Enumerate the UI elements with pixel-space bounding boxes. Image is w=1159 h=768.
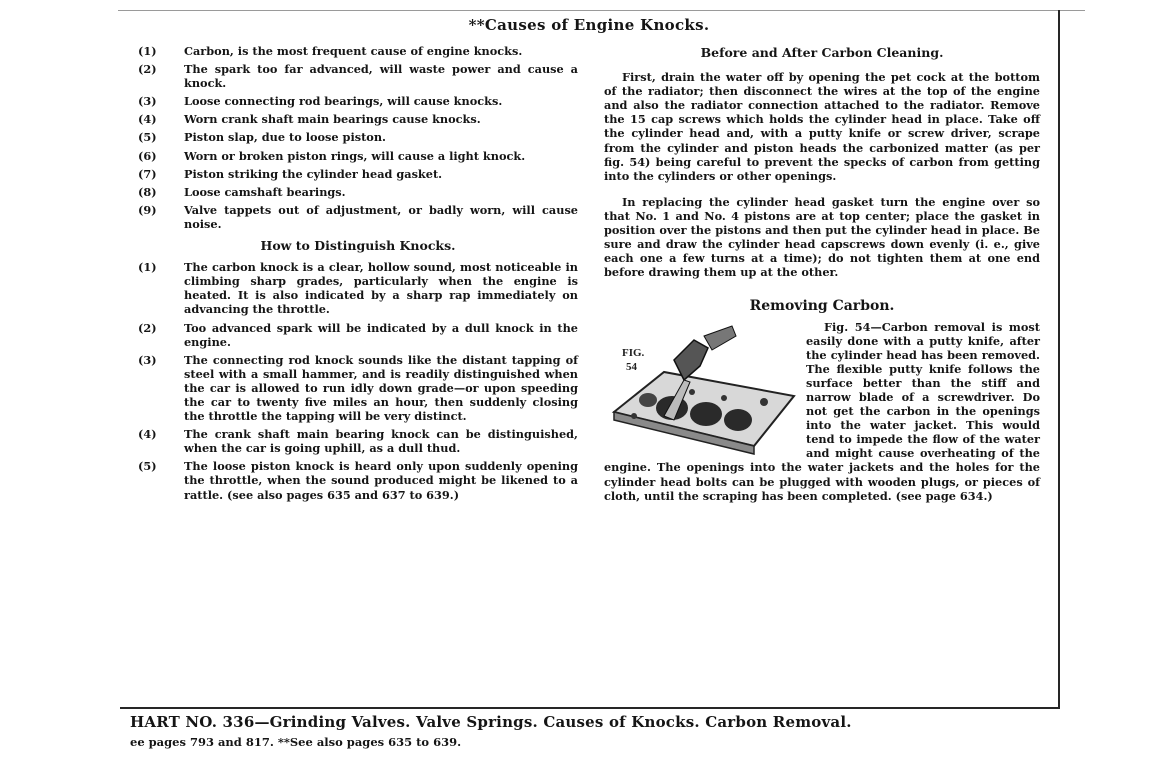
causes-list: [138, 44, 578, 231]
footer: [130, 713, 852, 749]
cleaning-paragraph-2: In replacing the cylinder head gasket turn the engine over so that No. 1 and No. 4 pistons are at top center; place the gasket in position over the pistons and then put the cylinder head in place. Be sure and draw the cylinder head capscrews down evenly (i. e., give each one a few turns at a time); do not tighten them at one end before drawing them up at the other.: [604, 194, 1040, 280]
cause-item: [138, 167, 578, 181]
cause-text: Loose camshaft bearings.: [184, 184, 346, 199]
distinguish-text: The connecting rod knock sounds like the distant tapping of steel with a small hammer, and is readily distinguished when the car is allowed to run idly down grade—or upon speeding the car to twenty five miles an hour, then suddenly closing the throttle the tapping will be very distinct.: [184, 352, 578, 424]
distinguish-item: [138, 321, 578, 349]
cause-text: Piston striking the cylinder head gasket.: [184, 166, 443, 181]
distinguish-text: The loose piston knock is heard only upon suddenly opening the throttle, when the sound produced might be likened to a rattle. (see also pages 635 and 637 to 639.): [184, 459, 578, 502]
distinguish-list: [138, 260, 578, 502]
cause-number: (1): [138, 44, 157, 58]
cause-number: (9): [138, 202, 157, 217]
cause-text: Valve tappets out of adjustment, or badly worn, will cause noise.: [184, 202, 578, 231]
cause-text: Loose connecting rod bearings, will cause knocks.: [184, 94, 503, 109]
distinguish-heading: How to Distinguish Knocks.: [260, 238, 456, 254]
cleaning-paragraph-1: First, drain the water off by opening the pet cock at the bottom of the radiator; then disconnect the wires at the top of the engine and also the radiator connection attached to the radiator. Remove the 15 cap screws which holds the cylinder head in place. Take off the cylinder head and, with a putty knife or screw driver, scrape from the cylinder and piston heads the carbonized matter (as per fig. 54) being careful to prevent the specks of carbon from getting into the cylinders or other openings.: [604, 70, 1040, 183]
cause-text: The spark too far advanced, will waste power and cause a knock.: [184, 62, 578, 91]
cause-number: (7): [138, 166, 157, 181]
cause-number: (6): [138, 148, 157, 163]
cause-item: [138, 130, 578, 144]
cause-text: Carbon, is the most frequent cause of engine knocks.: [184, 44, 523, 58]
distinguish-text: Too advanced spark will be indicated by a dull knock in the engine.: [184, 320, 578, 349]
distinguish-number: (1): [138, 260, 157, 275]
removing-carbon-heading: Removing Carbon.: [749, 298, 895, 315]
distinguish-number: (2): [138, 320, 157, 335]
cleaning-heading: Before and After Carbon Cleaning.: [700, 45, 944, 60]
figure-label: FIG. 54: [622, 346, 645, 373]
cause-number: (5): [138, 130, 157, 145]
engine-block-drawing: [614, 372, 794, 454]
cause-item: [138, 203, 578, 231]
distinguish-number: (4): [138, 427, 157, 442]
left-column: [138, 44, 578, 506]
removing-carbon-text: Fig. 54—Carbon removal is most easily done with a putty knife, after the cylinder head has been removed. The flexible putty knife follows the surface better than the stiff and narrow blade of a screwdriver. Do not get the carbon in the openings into the water jacket. This would tend to impede the flow of the water and might cause overheating of the engine. The openings into the water jackets and the holes for the cylinder head bolts can be plugged with wooden plugs, or pieces of cloth, until the scraping has been completed. (see page 634.): [604, 319, 1040, 503]
cause-text: Piston slap, due to loose piston.: [184, 130, 386, 145]
distinguish-number: (3): [138, 352, 157, 367]
cause-text: Worn crank shaft main bearings cause knocks.: [184, 112, 481, 127]
distinguish-item: [138, 260, 578, 316]
cause-number: (3): [138, 94, 157, 109]
cause-number: (8): [138, 184, 157, 199]
footer-chart-title: HART NO. 336—Grinding Valves. Valve Springs. Causes of Knocks. Carbon Removal.: [130, 713, 852, 731]
cause-item: [138, 112, 578, 126]
distinguish-text: The crank shaft main bearing knock can be distinguished, when the car is going uphill, as a dull thud.: [184, 427, 578, 456]
cause-number: (4): [138, 112, 157, 127]
footer-see-pages: ee pages 793 and 817. **See also pages 635 to 639.: [130, 735, 462, 749]
cylinder-head-figure: [604, 320, 800, 456]
removing-carbon-paragraph: [604, 320, 1040, 503]
cause-item: [138, 62, 578, 90]
cause-item: [138, 185, 578, 199]
cause-item: [138, 44, 578, 58]
cause-item: [138, 149, 578, 163]
cause-number: (2): [138, 62, 157, 77]
distinguish-number: (5): [138, 459, 157, 474]
distinguish-item: [138, 459, 578, 501]
cause-text: Worn or broken piston rings, will cause a light knock.: [184, 148, 526, 163]
right-column: [604, 46, 1040, 503]
distinguish-text: The carbon knock is a clear, hollow sound, most noticeable in climbing sharp grades, particularly when the engine is heated. It is also indicated by a sharp rap immediately on advancing the throttle.: [184, 260, 578, 317]
page-title: **Causes of Engine Knocks.: [468, 16, 710, 34]
distinguish-item: [138, 353, 578, 423]
cause-item: [138, 94, 578, 108]
distinguish-item: [138, 427, 578, 455]
